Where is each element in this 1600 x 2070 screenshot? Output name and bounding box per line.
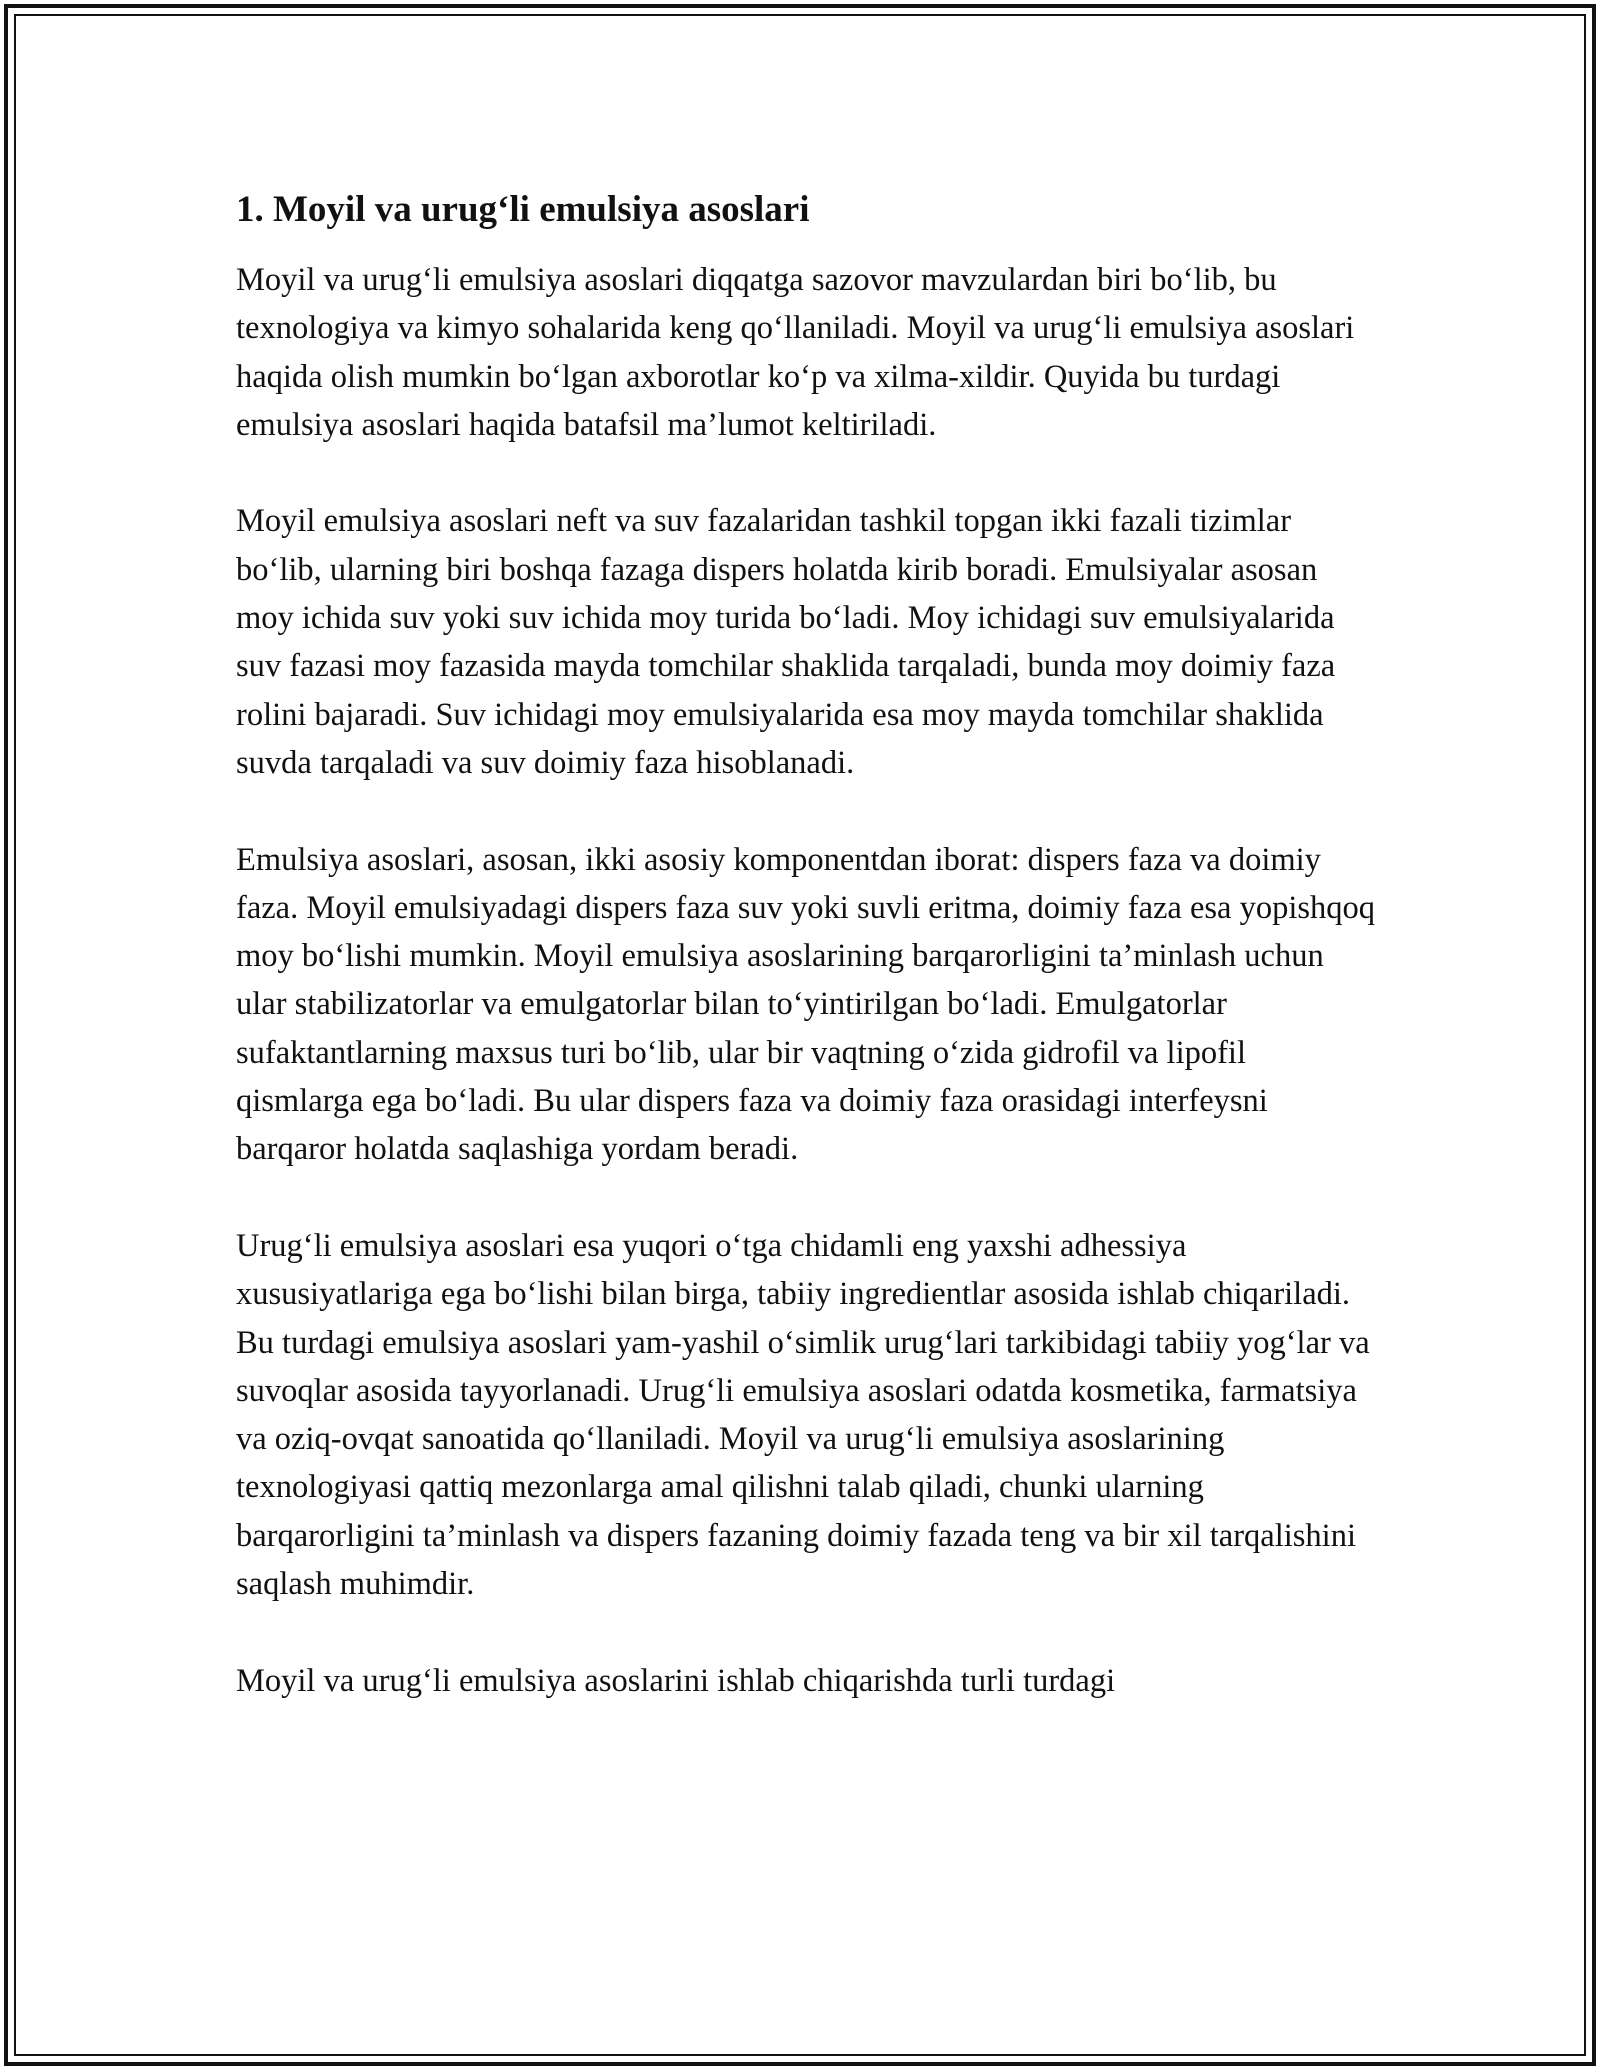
section-heading: 1. Moyil va urug‘li emulsiya asoslari xyxy=(236,189,810,230)
document-body xyxy=(236,186,1376,1753)
paragraph-1: Moyil va urug‘li emulsiya asoslari diqqatga sazovor mavzulardan biri bo‘lib, bu texnologiya va kimyo sohalarida keng qo‘llaniladi. Moyil va urug‘li emulsiya asoslari haqida olish mumkin bo‘lgan axborotlar ko‘p va xilma-xildir. Quyida bu turdagi emulsiya asoslari haqida batafsil ma’lumot keltiriladi. xyxy=(236,262,1355,443)
paragraph-4: Urug‘li emulsiya asoslari esa yuqori o‘tga chidamli eng yaxshi adhessiya xususiyatlariga ega bo‘lishi bilan birga, tabiiy ingredientlar asosida ishlab chiqariladi. Bu turdagi emulsiya asoslari yam-yashil o‘simlik urug‘lari tarkibidagi tabiiy yog‘lar va suvoqlar asosida tayyorlanadi. Urug‘li emulsiya asoslari odatda kosmetika, farmatsiya va oziq-ovqat sanoatida qo‘llaniladi. Moyil va urug‘li emulsiya asoslarining texnologiyasi qattiq mezonlarga amal qilishni talab qiladi, chunki ularning barqarorligini ta’minlash va dispers fazaning doimiy fazada teng va bir xil tarqalishini saqlash muhimdir. xyxy=(236,1227,1370,1603)
paragraph-3: Emulsiya asoslari, asosan, ikki asosiy komponentdan iborat: dispers faza va doimiy faza. Moyil emulsiyadagi dispers faza suv yoki suvli eritma, doimiy faza esa yopishqoq moy bo‘lishi mumkin. Moyil emulsiya asoslarining barqarorligini ta’minlash uchun ular stabilizatorlar va emulgatorlar bilan to‘yintirilgan bo‘ladi. Emulgatorlar sufaktantlarning maxsus turi bo‘lib, ular bir vaqtning o‘zida gidrofil va lipofil qismlarga ega bo‘ladi. Bu ular dispers faza va doimiy faza orasidagi interfeysni barqaror holatda saqlashiga yordam beradi. xyxy=(236,841,1376,1168)
paragraph-2: Moyil emulsiya asoslari neft va suv fazalaridan tashkil topgan ikki fazali tizimlar bo‘lib, ularning biri boshqa fazaga dispers holatda kirib boradi. Emulsiyalar asosan moy ichida suv yoki suv ichida moy turida bo‘ladi. Moy ichidagi suv emulsiyalarida suv fazasi moy fazasida mayda tomchilar shaklida tarqaladi, bunda moy doimiy faza rolini bajaradi. Suv ichidagi moy emulsiyalarida esa moy mayda tomchilar shaklida suvda tarqaladi va suv doimiy faza hisoblanadi. xyxy=(236,503,1336,781)
paragraph-5: Moyil va urug‘li emulsiya asoslarini ishlab chiqarishda turli turdagi xyxy=(236,1662,1116,1699)
